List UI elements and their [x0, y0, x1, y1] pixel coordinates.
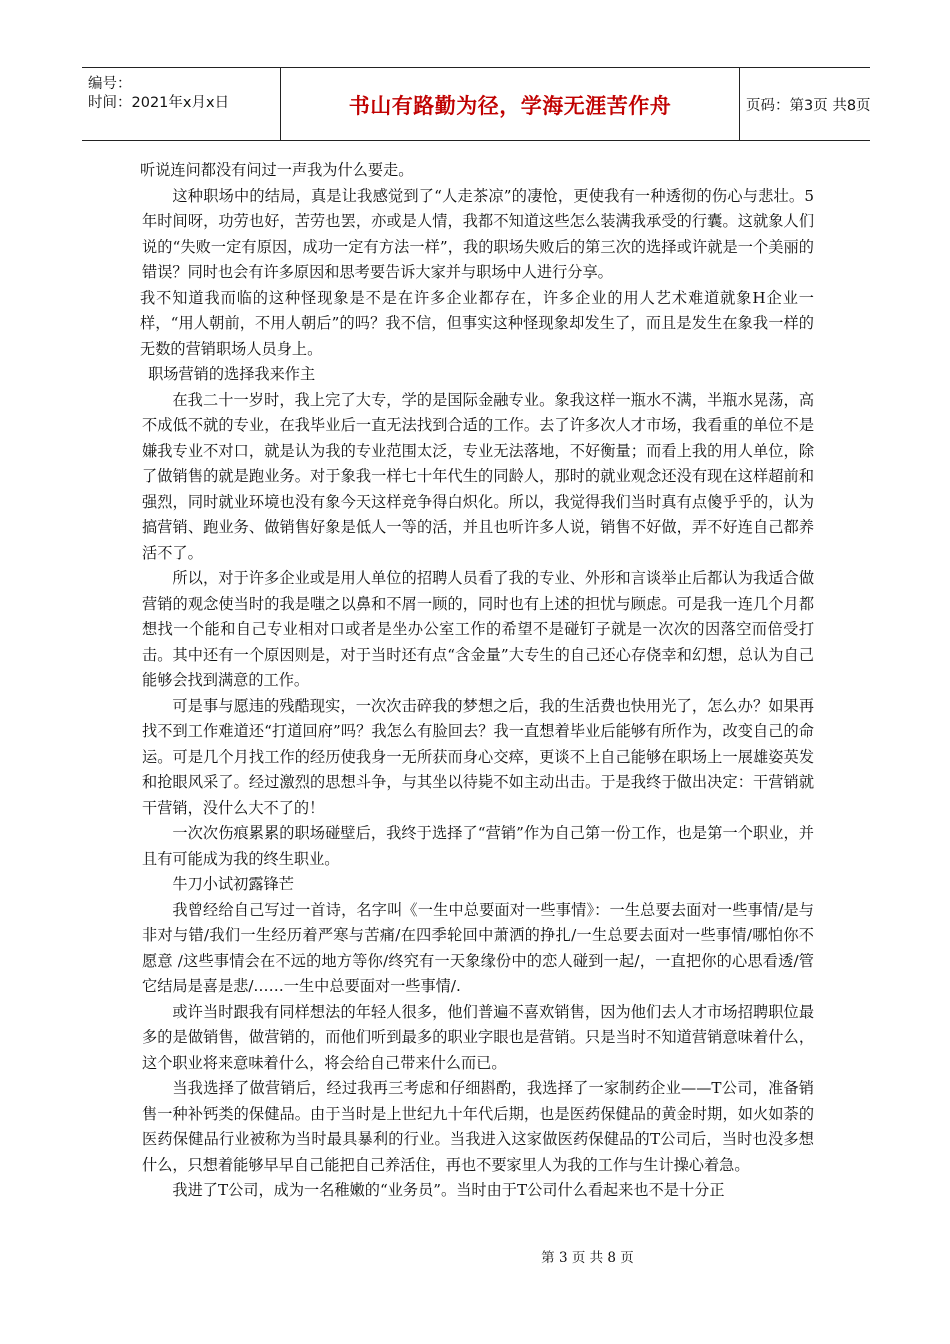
section-heading: 职场营销的选择我来作主 [148, 365, 316, 383]
document-date: 时间：2021年x月x日 [88, 95, 230, 111]
section-heading: 牛刀小试初露锋芒 [172, 875, 294, 893]
header-middle-cell [280, 68, 740, 140]
page-header [82, 67, 870, 141]
header-page-info: 页码：第3页 共8页 [746, 98, 871, 114]
paragraph: 所以，对于许多企业或是用人单位的招聘人员看了我的专业、外形和言谈举止后都认为我适合做营销的观念使当时的我是嗤之以鼻和不屑一顾的，同时也有上述的担忧与顾虑。可是我一连几个月都想找一个能和自己专业相对口或者是坐办公室工作的希望不是碰钉子就是一次次的因落空而倍受打击。其中还有一个原因则是，对于当时还有点“含金量”大专生的自己还心存侥幸和幻想，总认为自己能够会找到满意的工作。 [142, 569, 814, 689]
document-number-label: 编号： [88, 76, 132, 92]
paragraph: 这种职场中的结局，真是让我感觉到了“人走茶凉”的凄怆，更使我有一种透彻的伤心与悲壮。5年时间呀，功劳也好，苦劳也罢，亦或是人情，我都不知道这些怎么装满我承受的行囊。这就象人们说的“失败一定有原因，成功一定有方法一样”，我的职场失败后的第三次的选择或许就是一个美丽的错误？同时也会有许多原因和思考要告诉大家并与职场中人进行分享。 [142, 186, 814, 281]
page-footer: 第 3 页 共 8 页 [541, 1250, 634, 1266]
paragraph: 或许当时跟我有同样想法的年轻人很多，他们普遍不喜欢销售，因为他们去人才市场招聘职位最多的是做销售，做营销的，而他们听到最多的职业字眼也是营销。只是当时不知道营销意味着什么，这个职业将来意味着什么，将会给自己带来什么而已。 [142, 1002, 814, 1072]
header-left-cell [82, 68, 280, 140]
paragraph: 我进了T公司，成为一名稚嫩的“业务员”。当时由于T公司什么看起来也不是十分正 [172, 1181, 725, 1199]
header-motto: 书山有路勤为径，学海无涯苦作舟 [348, 94, 672, 118]
paragraph: 可是事与愿违的残酷现实，一次次击碎我的梦想之后，我的生活费也快用光了，怎么办？如果再找不到工作难道还“打道回府”吗？我怎么有脸回去？我一直想着毕业后能够有所作为，改变自己的命运。可是几个月找工作的经历使我身一无所获而身心交瘁，更谈不上自己能够在职场上一展雄姿英发和抢眼风采了。经过激烈的思想斗争，与其坐以待毙不如主动出击。于是我终于做出决定：干营销就干营销，没什么大不了的！ [142, 696, 814, 817]
header-right-cell [738, 68, 870, 140]
paragraph: 一次次伤痕累累的职场碰壁后，我终于选择了“营销”作为自己第一份工作，也是第一个职业，并且有可能成为我的终生职业。 [142, 824, 814, 868]
paragraph: 我曾经给自己写过一首诗，名字叫《一生中总要面对一些事情》：一生总要去面对一些事情/是与非对与错/我们一生经历着严寒与苦痛/在四季轮回中萧洒的挣扎/一生总要去面对一些事情/哪怕你不愿意 /这些事情会在不远的地方等你/终究有一天象缘份中的恋人碰到一起/，一直把你的心思看透/管它结局是喜是悲/……一生中总要面对一些事情/. [142, 900, 814, 995]
paragraph: 听说连问都没有问过一声我为什么要走。 [140, 161, 414, 179]
paragraph: 当我选择了做营销后，经过我再三考虑和仔细斟酌，我选择了一家制药企业——T公司，准备销售一种补钙类的保健品。由于当时是上世纪九十年代后期，也是医药保健品的黄金时期，如火如荼的医药保健品行业被称为当时最具暴利的行业。当我进入这家做医药保健品的T公司后，当时也没多想什么，只想着能够早早自己能把自己养活住，再也不要家里人为我的工作与生计操心着急。 [142, 1079, 814, 1174]
document-body [142, 158, 814, 1204]
paragraph: 我不知道我而临的这种怪现象是不是在许多企业都存在，许多企业的用人艺术难道就象H企业一样，“用人朝前，不用人朝后”的吗？我不信，但事实这种怪现象却发生了，而且是发生在象我一样的无数的营销职场人员身上。 [140, 288, 814, 358]
paragraph: 在我二十一岁时，我上完了大专，学的是国际金融专业。象我这样一瓶水不满，半瓶水晃荡，高不成低不就的专业，在我毕业后一直无法找到合适的工作。去了许多次人才市场，我看重的单位不是嫌我专业不对口，就是认为我的专业范围太泛，专业无法落地，不好衡量；而看上我的用人单位，除了做销售的就是跑业务。对于象我一样七十年代生的同龄人，那时的就业观念还没有现在这样超前和强烈，同时就业环境也没有象今天这样竞争得白炽化。所以，我觉得我们当时真有点傻乎乎的，认为搞营销、跑业务、做销售好象是低人一等的活，并且也听许多人说，销售不好做，弄不好连自己都养活不了。 [142, 390, 814, 562]
